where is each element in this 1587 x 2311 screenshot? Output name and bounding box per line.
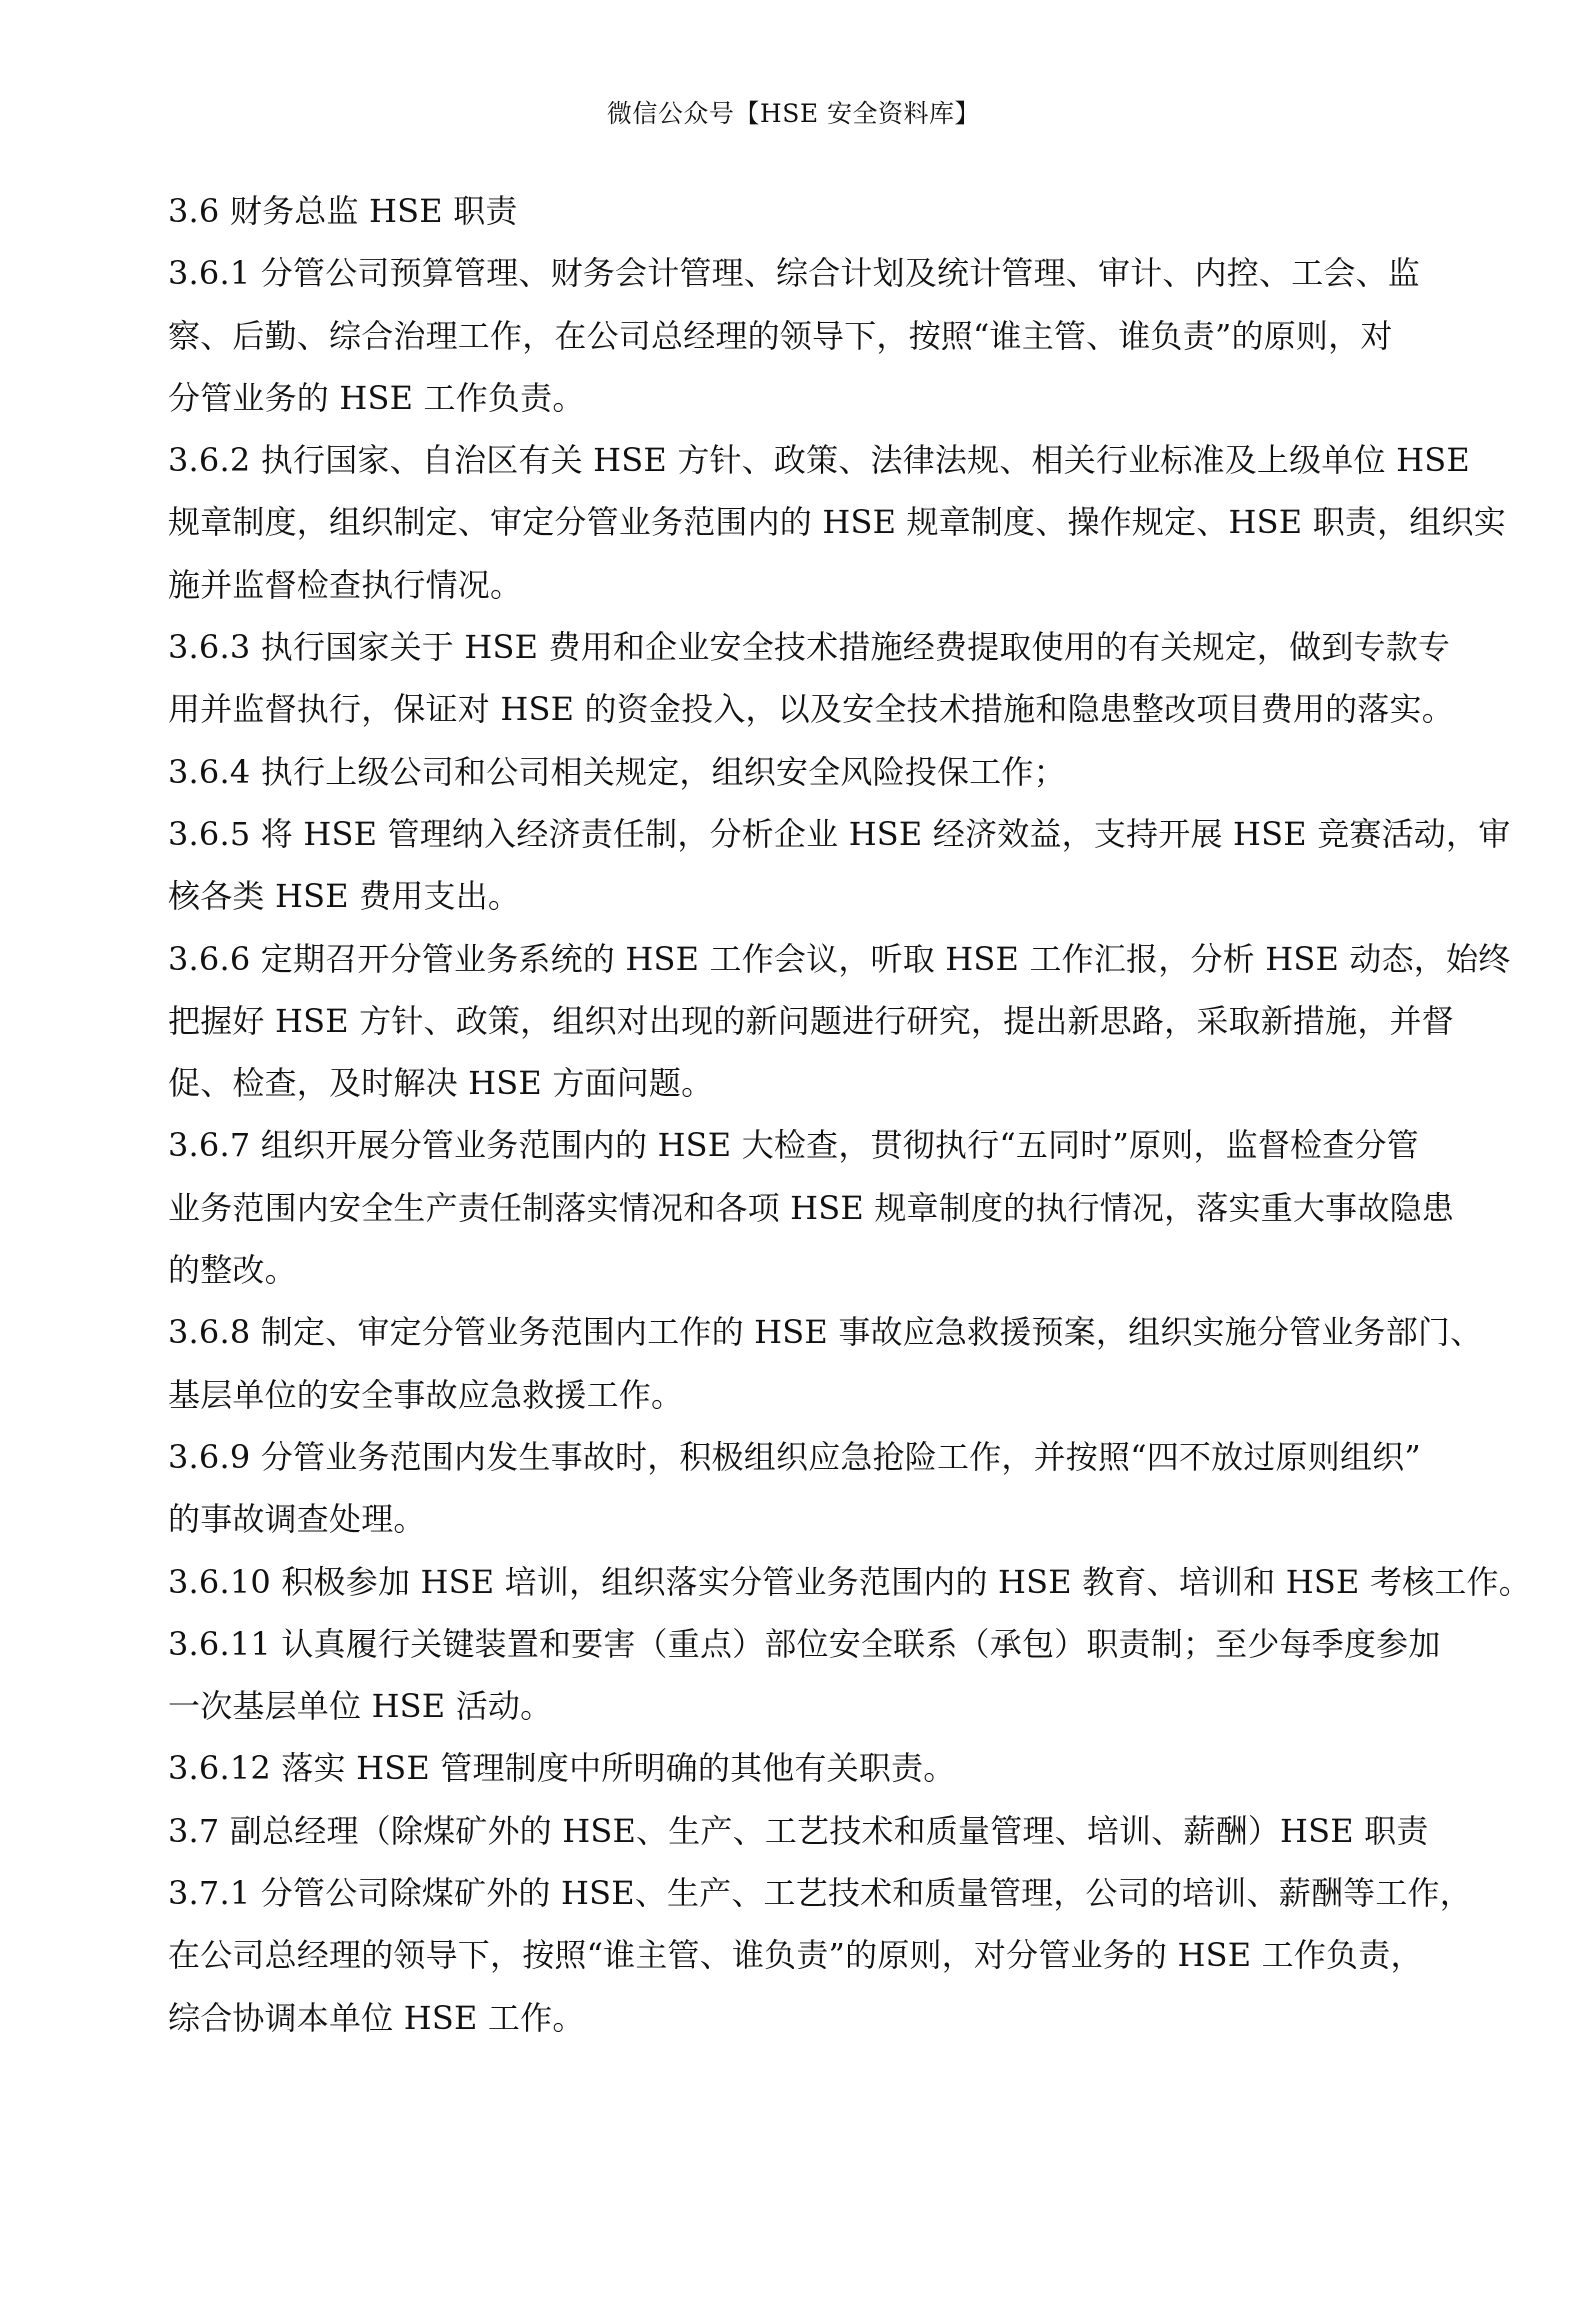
text-line: 3.6.7 组织开展分管业务范围内的 HSE 大检查，贯彻执行“五同时”原则，监督检查分管 — [168, 1126, 1419, 1165]
text-line: 3.6.9 分管业务范围内发生事故时，积极组织应急抢险工作，并按照“四不放过原则组织” — [168, 1437, 1421, 1476]
text-line: 3.6.5 将 HSE 管理纳入经济责任制，分析企业 HSE 经济效益，支持开展 HSE 竞赛活动，审 — [168, 814, 1511, 853]
page-header: 微信公众号【HSE 安全资料库】 — [606, 99, 981, 128]
text-line: 基层单位的安全事故应急救援工作。 — [168, 1375, 684, 1414]
text-line: 的整改。 — [168, 1251, 297, 1290]
text-line: 施并监督检查执行情况。 — [168, 565, 523, 604]
text-line: 促、检查，及时解决 HSE 方面问题。 — [168, 1064, 714, 1103]
text-line: 3.6.8 制定、审定分管业务范围内工作的 HSE 事故应急救援预案，组织实施分管业务部门、 — [168, 1313, 1483, 1352]
text-line: 在公司总经理的领导下，按照“谁主管、谁负责”的原则，对分管业务的 HSE 工作负责， — [168, 1936, 1423, 1975]
section-heading: 3.6 财务总监 HSE 职责 — [168, 192, 518, 230]
text-line: 3.6.6 定期召开分管业务系统的 HSE 工作会议，听取 HSE 工作汇报，分析 HSE 动态，始终 — [168, 939, 1511, 978]
text-line: 核各类 HSE 费用支出。 — [168, 877, 521, 916]
text-line: 分管业务的 HSE 工作负责。 — [168, 378, 585, 417]
text-line: 3.6.1 分管公司预算管理、财务会计管理、综合计划及统计管理、审计、内控、工会、监 — [168, 254, 1420, 293]
text-line: 3.6.2 执行国家、自治区有关 HSE 方针、政策、法律法规、相关行业标准及上级单位 HSE — [168, 441, 1470, 480]
text-line: 3.6.4 执行上级公司和公司相关规定，组织安全风险投保工作； — [168, 752, 1066, 791]
text-line: 3.6.3 执行国家关于 HSE 费用和企业安全技术措施经费提取使用的有关规定，做到专款专 — [168, 628, 1451, 667]
text-line: 综合协调本单位 HSE 工作。 — [168, 1998, 585, 2037]
text-line: 察、后勤、综合治理工作，在公司总经理的领导下，按照“谁主管、谁负责”的原则，对 — [168, 316, 1393, 355]
text-line: 把握好 HSE 方针、政策，组织对出现的新问题进行研究，提出新思路，采取新措施，并督 — [168, 1001, 1454, 1040]
section-heading: 3.7 副总经理（除煤矿外的 HSE、生产、工艺技术和质量管理、培训、薪酬）HSE 职责 — [168, 1811, 1429, 1850]
text-line: 3.6.12 落实 HSE 管理制度中所明确的其他有关职责。 — [168, 1749, 956, 1788]
text-line: 3.7.1 分管公司除煤矿外的 HSE、生产、工艺技术和质量管理，公司的培训、薪酬等工作， — [168, 1874, 1472, 1913]
text-line: 规章制度，组织制定、审定分管业务范围内的 HSE 规章制度、操作规定、HSE 职责，组织实 — [168, 503, 1506, 542]
text-line: 用并监督执行，保证对 HSE 的资金投入，以及安全技术措施和隐患整改项目费用的落实。 — [168, 690, 1454, 729]
text-line: 业务范围内安全生产责任制落实情况和各项 HSE 规章制度的执行情况，落实重大事故隐患 — [168, 1188, 1454, 1227]
text-line: 的事故调查处理。 — [168, 1500, 426, 1539]
text-line: 3.6.11 认真履行关键装置和要害（重点）部位安全联系（承包）职责制；至少每季度参加 — [168, 1624, 1441, 1663]
document-body — [168, 180, 1531, 2049]
text-line: 3.6.10 积极参加 HSE 培训，组织落实分管业务范围内的 HSE 教育、培训和 HSE 考核工作。 — [168, 1562, 1531, 1601]
text-line: 一次基层单位 HSE 活动。 — [168, 1687, 553, 1726]
